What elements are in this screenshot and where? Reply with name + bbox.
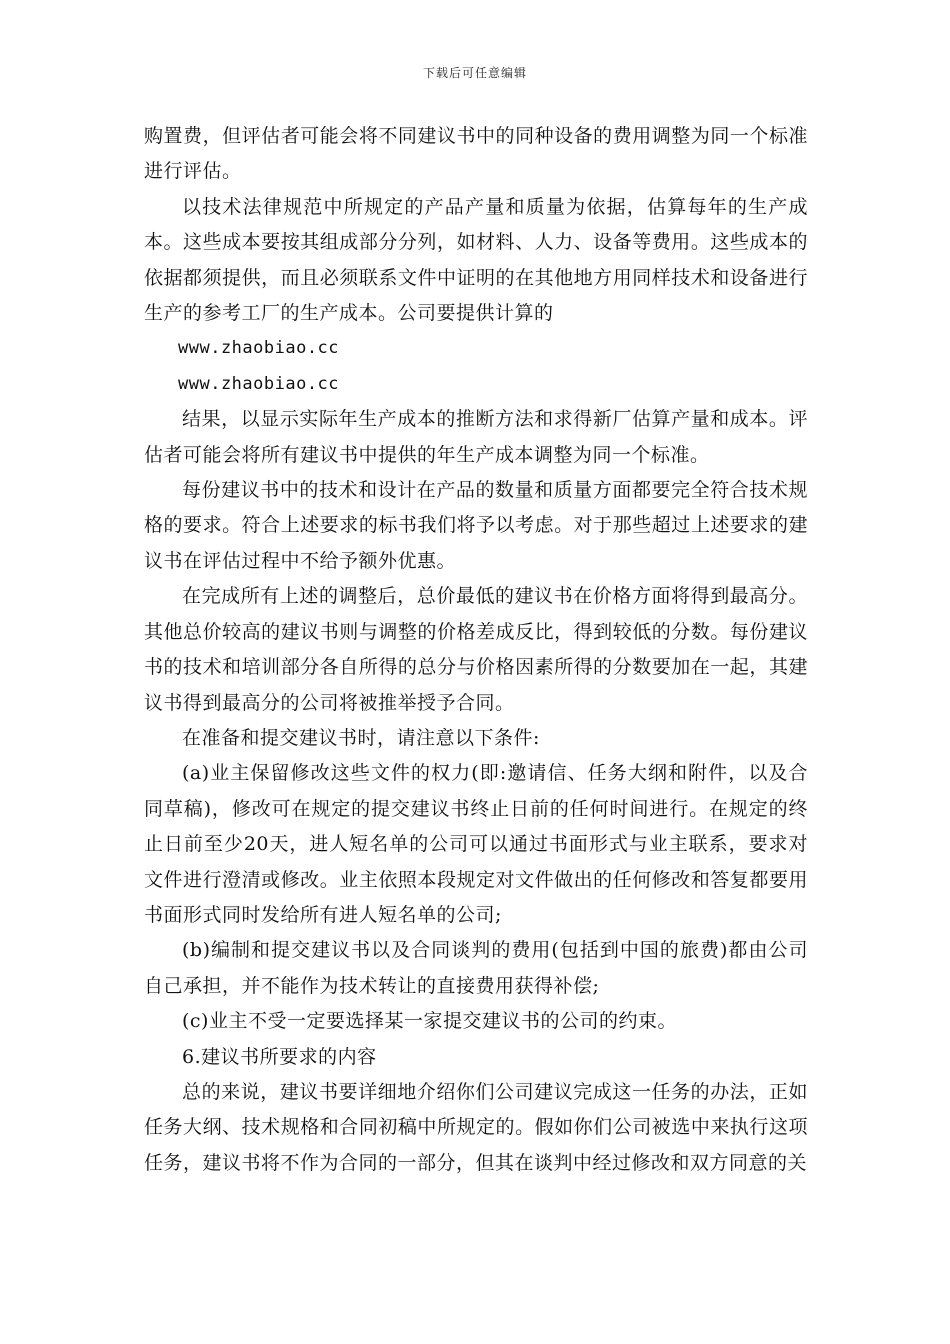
paragraph-item-c: (c)业主不受一定要选择某一家提交建议书的公司的约束。 <box>182 1010 677 1033</box>
paragraph-5: 在完成所有上述的调整后，总价最低的建议书在价格方面将得到最高分。其他总价较高的建议书则与调整的价格差成反比，得到较低的分数。每份建议书的技术和培训部分各自所得的总分与价格因素所得的分数要加在一起，其建议书得到最高分的公司将被推举授予合同。 <box>144 585 808 714</box>
url-line-2: www.zhaobiao.cc <box>178 373 340 394</box>
document-body <box>144 119 808 1181</box>
paragraph-2: 以技术法律规范中所规定的产品产量和质量为依据，估算每年的生产成本。这些成本要按其组成部分分列，如材料、人力、设备等费用。这些成本的依据都须提供，而且必须联系文件中证明的在其他地方用同样技术和设备进行生产的参考工厂的生产成本。公司要提供计算的 <box>144 195 808 325</box>
paragraph-1: 购置费，但评估者可能会将不同建议书中的同种设备的费用调整为同一个标准进行评估。 <box>144 125 808 183</box>
paragraph-item-a: (a)业主保留修改这些文件的权力(即:邀请信、任务大纲和附件，以及合同草稿)，修改可在规定的提交建议书终止日前的任何时间进行。在规定的终止日前至少20天，进人短名单的公司可以通过书面形式与业主联系，要求对文件进行澄清或修改。业主依照本段规定对文件做出的任何修改和答复都要用书面形式同时发给所有进人短名单的公司; <box>144 762 808 926</box>
url-line-1: www.zhaobiao.cc <box>178 338 340 359</box>
page-header: 下载后可任意编辑 <box>422 66 527 80</box>
paragraph-7: 总的来说，建议书要详细地介绍你们公司建议完成这一任务的办法，正如任务大纲、技术规格和合同初稿中所规定的。假如你们公司被选中来执行这项任务，建议书将不作为合同的一部分，但其在谈判中经过修改和双方同意的关 <box>144 1080 808 1174</box>
paragraph-6: 在准备和提交建议书时，请注意以下条件: <box>182 726 540 749</box>
section-heading: 6.建议书所要求的内容 <box>182 1045 377 1068</box>
paragraph-item-b: (b)编制和提交建议书以及合同谈判的费用(包括到中国的旅费)都由公司自己承担，并不能作为技术转让的直接费用获得补偿; <box>144 939 808 997</box>
paragraph-4: 每份建议书中的技术和设计在产品的数量和质量方面都要完全符合技术规格的要求。符合上述要求的标书我们将予以考虑。对于那些超过上述要求的建议书在评估过程中不给予额外优惠。 <box>144 479 808 572</box>
paragraph-3: 结果，以显示实际年生产成本的推断方法和求得新厂估算产量和成本。评估者可能会将所有建议书中提供的年生产成本调整为同一个标准。 <box>144 408 808 466</box>
